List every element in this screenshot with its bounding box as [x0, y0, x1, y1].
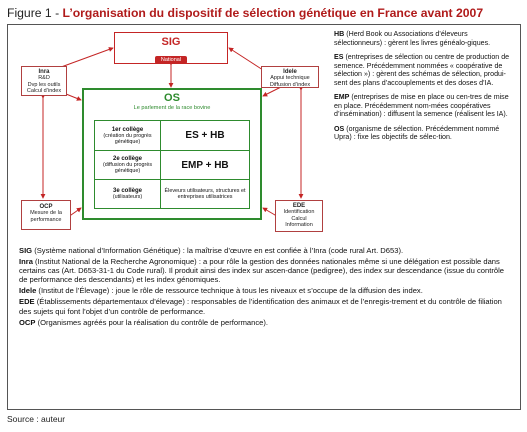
idele-box	[261, 66, 319, 88]
definition-key: SIG	[19, 246, 33, 255]
definition-item	[19, 318, 514, 327]
sig-box	[114, 32, 228, 64]
college-desc: (diffusion du progrès génétique)	[102, 162, 153, 174]
definition-text: (Établissements départementaux d’élevage) : responsables de l’identification des animaux et de l’enregis-trement et du contrôle de filiation des sujets qui font l’objet d’un contrôle de performance.	[19, 297, 502, 316]
figure-caption: L’organisation du dispositif de sélection génétique en France avant 2007	[62, 6, 484, 20]
definition-key: OCP	[19, 317, 36, 327]
college-cell	[95, 121, 161, 150]
definition-key: EDE	[19, 297, 35, 307]
os-name: OS	[164, 92, 180, 104]
definition-item	[19, 286, 514, 295]
definition-text: (Institut National de la Recherche Agronomique) : a pour rôle la gestion des données nationales même si une délégation est possible dans certains cas (Art. D653-31-1 du Code rural). Il produit ainsi des index sur ascen-dance (pedigree), des index sur descendance (issue du contrôle de performance des descendants) et les index génomiques.	[19, 257, 504, 285]
definition-text: (Institut de l’Élevage) : joue le rôle de ressource technique à tous les niveaux et s’occupe de la diffusion des index.	[36, 286, 423, 296]
legend-item	[334, 125, 516, 142]
college-desc: (utilisateurs)	[112, 194, 143, 200]
ede-line-3: Information	[285, 222, 313, 229]
ede-box	[275, 200, 323, 232]
legend-text: (organisme de sélection. Précédemment nommé Upra) : fixe les objectifs de sélec-tion.	[334, 124, 500, 141]
idele-line-2: Diffusion d’index	[269, 81, 311, 88]
definition-item	[19, 246, 514, 255]
arrow-idele-sig	[229, 48, 263, 70]
inra-line-1: R&D	[38, 75, 50, 82]
sig-name: SIG	[161, 36, 181, 48]
college-row	[95, 121, 249, 150]
inra-box	[21, 66, 67, 96]
college-desc: (création du progrès génétique)	[103, 132, 152, 145]
inra-line-2: Dvp les outils	[27, 81, 61, 88]
college-actor: ES + HB	[185, 130, 225, 141]
figure-number: Figure 1 -	[7, 6, 63, 20]
ocp-line-2: performance	[30, 216, 62, 223]
college-row	[95, 150, 249, 179]
ede-name: EDE	[292, 203, 306, 209]
definition-text: (Système national d’Information Génétique) : la maîtrise d’œuvre en est confiée à l’Inra (code rural Art. D653).	[32, 246, 404, 255]
legend-item	[334, 93, 516, 119]
arrow-ede-os	[263, 208, 275, 215]
legend-key: HB	[334, 30, 345, 38]
inra-line-3: Calcul d’index	[26, 88, 62, 95]
legend-item	[334, 30, 516, 47]
definitions-block	[19, 246, 514, 329]
sig-scope: National	[155, 56, 187, 64]
college-title: 2e collège	[112, 156, 142, 162]
college-cell	[95, 180, 161, 208]
inra-name: Inra	[38, 69, 50, 75]
college-cell	[95, 151, 161, 179]
idele-line-1: Appui technique	[270, 75, 310, 82]
college-row	[95, 179, 249, 208]
legend-text: (Herd Book ou Associations d’éleveurs sélectionneurs) : gèrent les livres généalo-giques.	[334, 30, 491, 47]
definition-text: (Organismes agréés pour la réalisation du contrôle de performance).	[35, 317, 269, 327]
legend-key: EMP	[334, 93, 350, 101]
ocp-name: OCP	[39, 204, 53, 210]
legend-key: OS	[334, 124, 345, 133]
college-title: 1er collège	[111, 126, 144, 133]
idele-name: Idele	[283, 69, 297, 75]
college-actor: EMP + HB	[181, 159, 229, 171]
acronym-legend	[334, 30, 516, 148]
legend-item	[334, 53, 516, 87]
ocp-line-1: Mesure de la	[30, 210, 62, 217]
os-box	[82, 88, 262, 220]
os-subtitle: Le parlement de la race bovine	[133, 105, 211, 111]
definition-key: Inra	[19, 257, 33, 267]
figure-title	[7, 6, 483, 20]
legend-text: (entreprises de mise en place ou cen-tres de mise en place. Précédemment nom-mées coopératives d’insémination) : diffusent la semence (réalisent les IA).	[334, 93, 509, 118]
arrow-ocp-os	[71, 208, 81, 215]
definition-key: Idele	[19, 286, 37, 296]
ede-line-1: Identification	[283, 209, 315, 216]
definition-item	[19, 257, 514, 284]
legend-key: ES	[334, 53, 344, 61]
organisation-diagram	[13, 30, 331, 238]
college-title: 3e collège	[112, 188, 142, 194]
source-note: Source : auteur	[7, 414, 66, 424]
ocp-box	[21, 200, 71, 230]
legend-text: (entreprises de sélection ou centre de production de semence. Précédemment nommées « coopérative de sélection ») : gèrent des schémas de sélection, produi-sent des plans d’accouplements et des doses d’IA.	[334, 53, 510, 87]
definition-item	[19, 297, 514, 315]
college-actor: Éleveurs utilisateurs, structures et entreprises utilisatrices	[164, 188, 246, 200]
college-table	[94, 120, 250, 209]
ede-line-2: Calcul	[291, 215, 307, 222]
